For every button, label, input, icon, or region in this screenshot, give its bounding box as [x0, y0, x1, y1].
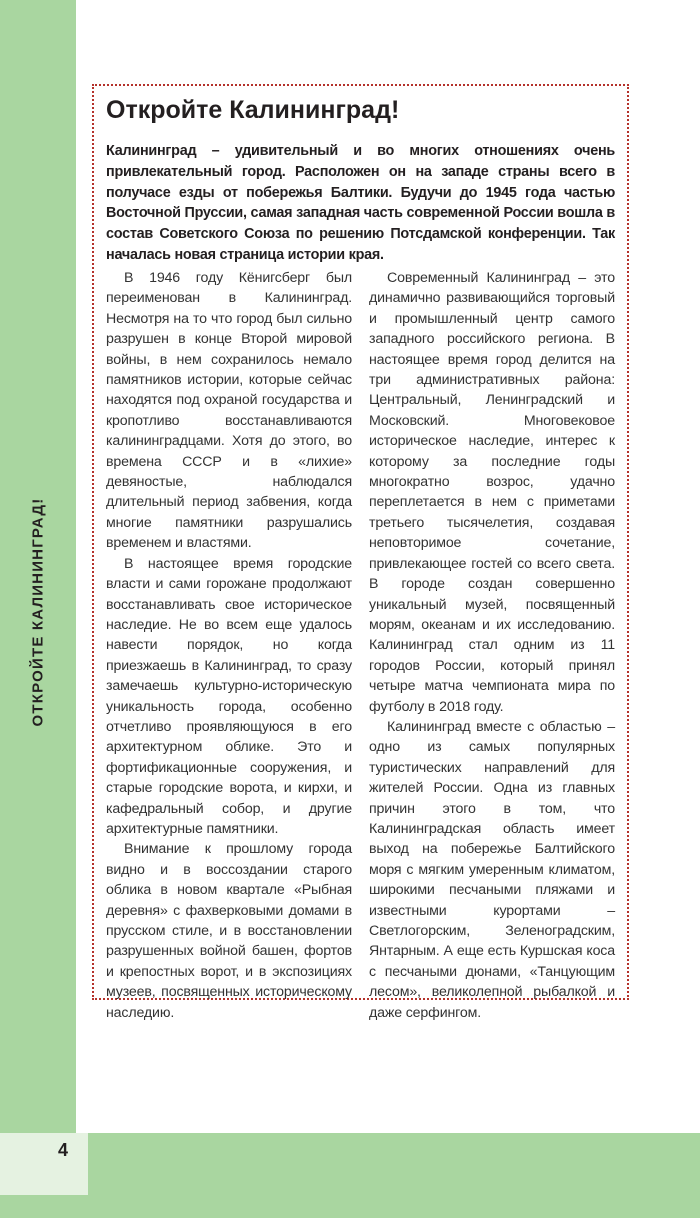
- right-paragraph-1: Современный Калининград – это динамично развивающийся торговый и промышленный центр самого западного российского региона. В настоящее время город делится на три административных района: Центральный, Ленинградский и Московский. Многовековое историческое наследие, интерес к которому за последние годы многократно возрос, удачно переплетается в нем с приметами третьего тысячелетия, создавая неповторимое сочетание, привлекающее гостей со всего света. В городе создан совершенно уникальный музей, посвященный морям, океанам и их исследованию. Калининград стал одним из 11 городов России, который принял четыре матча чемпионата мира по футболу в 2018 году.: [369, 270, 615, 715]
- right-paragraph-2: Калининград вместе с областью – одно из самых популярных туристических направлений для жителей России. Одна из главных причин этого в том, что Калининградская область имеет выход на побережье Балтийского моря с мягким умеренным климатом, широкими песчаными пляжами и известными курортами – Светлогорским, Зеленоградским, Янтарным. А еще есть Куршская коса с песчаными дюнами, «Танцующим лесом», великолепной рыбалкой и даже серфингом.: [369, 718, 615, 1021]
- left-paragraph-1: В 1946 году Кёнигсберг был переименован в Калининград. Несмотря на то что город был сильно разрушен в конце Второй мировой войны, в нем сохранилось немало памятников истории, которые сейчас находятся под охраной государства и кропотливо восстанавливаются калининградцами. Хотя до этого, во времена СССР и в «лихие» девяностые, наблюдался длительный период забвения, когда многие памятники разрушались временем и властями.: [106, 270, 352, 552]
- footer-band: [0, 1133, 700, 1218]
- article-title: Откройте Калининград!: [106, 96, 400, 124]
- left-paragraph-3: Внимание к прошлому города видно и в воссоздании старого облика в новом квартале «Рыбная деревня» с фахверковыми домами в прусском стиле, и в восстановлении разрушенных войной башен, фортов и крепостных ворот, и в экспозициях музеев, посвященных историческому наследию.: [106, 841, 352, 1021]
- page-number: 4: [58, 1140, 69, 1160]
- page-number-tab: [0, 1133, 88, 1195]
- section-title-vertical: ОТКРОЙТЕ КАЛИНИНГРАД!: [29, 497, 47, 727]
- section-sidebar: [0, 0, 76, 1133]
- article-lead: Калининград – удивительный и во многих отношениях очень привлекательный город. Расположен он на западе страны всего в получасе езды от побережья Балтики. Будучи до 1945 года частью Восточной Пруссии, самая западная часть современной России вошла в состав Советского Союза по решению Потсдамской конференции. Так началась новая страница истории края.: [106, 143, 615, 263]
- left-paragraph-2: В настоящее время городские власти и сами горожане продолжают восстанавливать свое историческое наследие. Не во всем еще удалось навести порядок, но когда приезжаешь в Калининград, то сразу замечаешь культурно-историческую уникальность города, особенно отчетливо проявляющуюся в его архитектурном облике. Это и фортификационные сооружения, и старые городские ворота, и кирхи, и кафедральный собор, и другие архитектурные памятники.: [106, 555, 352, 837]
- left-column: [106, 268, 352, 1023]
- right-column: [369, 268, 615, 1023]
